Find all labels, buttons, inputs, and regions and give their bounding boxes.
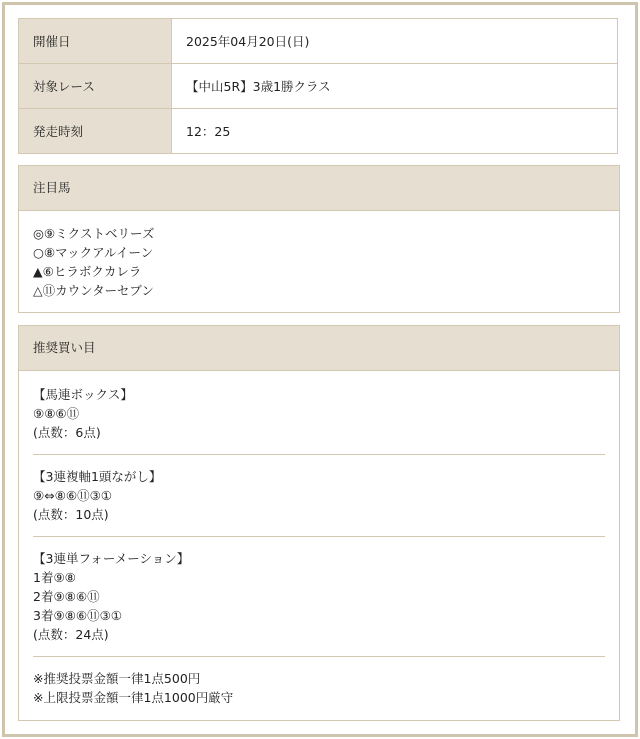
featured-horses-panel: [18, 165, 620, 313]
featured-horse-line: △⑪カウンターセブン: [33, 283, 154, 298]
recommended-bets-panel: [18, 325, 620, 721]
featured-horse-line: ◎⑨ミクストベリーズ: [33, 226, 155, 241]
bet-note-line: ※推奨投票金額一律1点500円: [33, 671, 201, 686]
bet-line: (点数：10点): [33, 507, 109, 522]
date-value: 2025年04月20日(日): [172, 19, 618, 64]
bet-group-umaren-box: [33, 385, 605, 455]
bet-line: (点数：24点): [33, 627, 109, 642]
time-value: 12：25: [172, 109, 618, 154]
bet-line: (点数：6点): [33, 425, 101, 440]
race-value: 【中山5R】3歳1勝クラス: [172, 64, 618, 109]
bet-note-line: ※上限投票金額一律1点1000円厳守: [33, 690, 234, 705]
featured-horse-line: ▲⑥ヒラボクカレラ: [33, 264, 142, 279]
date-label: 開催日: [19, 19, 172, 64]
featured-horse-line: ○⑧マックアルイーン: [33, 245, 154, 260]
table-row: [19, 64, 618, 109]
bet-line: 【馬連ボックス】: [33, 387, 133, 402]
bet-group-trio-axis: [33, 467, 605, 537]
bet-line: 【3連複軸1頭ながし】: [33, 469, 162, 484]
table-row: [19, 19, 618, 64]
race-info-table: [18, 18, 618, 154]
recommended-bets-title: 推奨買い目: [19, 326, 619, 371]
bet-line: 3着⑨⑧⑥⑪③①: [33, 608, 122, 623]
race-label: 対象レース: [19, 64, 172, 109]
bet-group-trifecta-formation: [33, 549, 605, 657]
bet-line: 2着⑨⑧⑥⑪: [33, 589, 100, 604]
table-row: [19, 109, 618, 154]
bet-line: 【3連単フォーメーション】: [33, 551, 190, 566]
bet-line: ⑨⑧⑥⑪: [33, 406, 80, 421]
bet-notes: [33, 669, 605, 719]
bet-line: ⑨⇔⑧⑥⑪③①: [33, 488, 113, 503]
featured-horses-title: 注目馬: [19, 166, 619, 211]
bet-line: 1着⑨⑧: [33, 570, 76, 585]
time-label: 発走時刻: [19, 109, 172, 154]
